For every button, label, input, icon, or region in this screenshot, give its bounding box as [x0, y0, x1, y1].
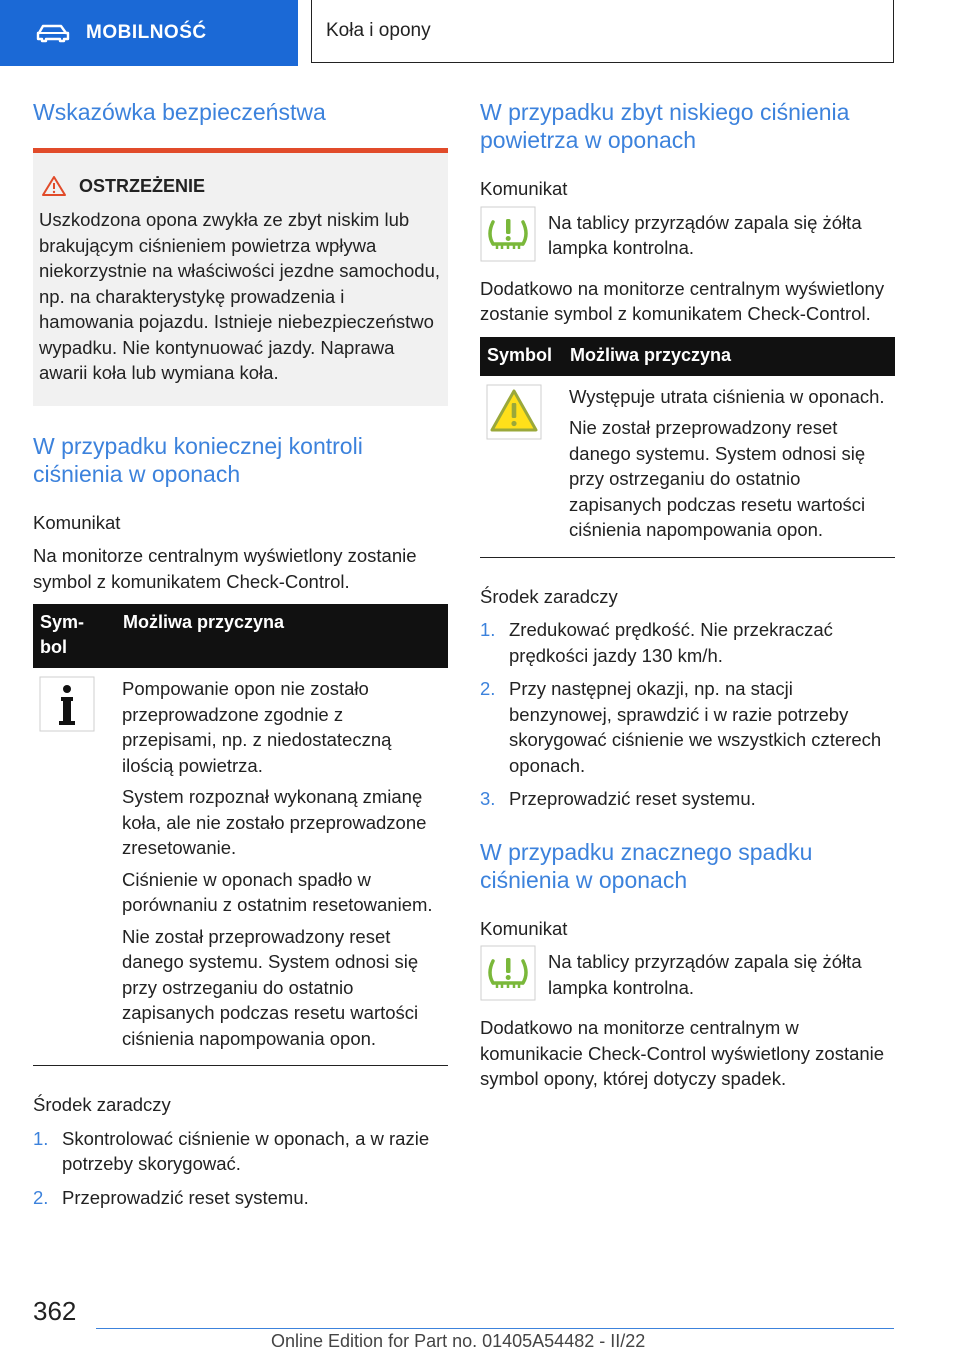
- warning-box: [33, 148, 448, 406]
- step-item: [480, 786, 895, 812]
- car-icon: [36, 23, 70, 43]
- step-number: 1.: [480, 619, 496, 640]
- info-icon: [39, 676, 95, 732]
- col-symbol: Symbol: [480, 337, 563, 376]
- step-item: [33, 1185, 448, 1211]
- message-label: Komunikat: [33, 511, 121, 533]
- step-text: Przeprowadzić reset systemu.: [509, 788, 756, 809]
- step-text: Skontrolować ciśnienie w oponach, a w razie potrzeby skorygować.: [62, 1127, 430, 1174]
- step-number: 1.: [33, 1127, 49, 1149]
- message-text: Na monitorze centralnym wyświetlony zostanie symbol z komunikatem Check-Control.: [33, 545, 417, 592]
- symbol-table: [480, 337, 895, 549]
- section-tab: [0, 0, 298, 66]
- message-label: Komunikat: [480, 178, 568, 199]
- step-text: Zredukować prędkość. Nie przekraczać prędkości jazdy 130 km/h.: [509, 619, 833, 666]
- step-item: [33, 1126, 448, 1177]
- remedy-steps: [480, 617, 895, 812]
- symbol-table: [33, 604, 448, 1057]
- page-header: [0, 0, 960, 66]
- cause-item: Nie został przeprowadzony reset danego systemu. System odnosi się przy ostrzeganiu do ostatnio zapisanych podczas resetu wartości ciśnienia napompowania opon.: [122, 925, 419, 1049]
- step-item: [480, 617, 895, 668]
- cause-item: Nie został przeprowadzony reset danego systemu. System odnosi się przy ostrzeganiu do ostatnio zapisanych podczas resetu wartości ciśnienia napompowania opon.: [569, 417, 866, 540]
- extra-text: Dodatkowo na monitorze centralnym wyświetlony zostanie symbol z komunikatem Check-Control.: [480, 277, 885, 324]
- symbol-cell: [480, 376, 563, 549]
- subsection-label: Koła i opony: [326, 20, 431, 41]
- warning-triangle-icon: [41, 175, 67, 197]
- cause-item: Ciśnienie w oponach spadło w porównaniu z ostatnim resetowaniem.: [122, 868, 433, 915]
- tire-pressure-lamp-icon: [480, 945, 536, 1001]
- cause-cell: [563, 376, 895, 549]
- cause-item: Pompowanie opon nie zostało przeprowadzone zgodnie z przepisami, np. z niedostateczną ilością powietrza.: [122, 678, 392, 776]
- lamp-text: Na tablicy przyrządów zapala się żółta lampka kontrolna.: [548, 951, 862, 998]
- col-cause: Możliwa przyczyna: [116, 604, 448, 668]
- footer-edition: Online Edition for Part no. 01405A54482 - II/22: [271, 1331, 646, 1351]
- cause-item: Występuje utrata ciśnienia w oponach.: [569, 385, 885, 407]
- warning-label: OSTRZEŻENIE: [79, 175, 206, 196]
- warning-header: [39, 175, 442, 197]
- lamp-text: Na tablicy przyrządów zapala się żółta lampka kontrolna.: [548, 211, 862, 258]
- safety-heading: Wskazówka bezpieczeństwa: [33, 99, 326, 125]
- left-column: [33, 98, 448, 1218]
- lamp-row: [480, 210, 895, 262]
- footer-rule: [96, 1328, 894, 1329]
- subsection-tab: [311, 0, 894, 63]
- drop-heading: W przypadku znacznego spadku ciśnienia w oponach: [480, 838, 813, 893]
- divider: [480, 557, 895, 558]
- check-heading: W przypadku koniecznej kontroli ciśnienia w oponach: [33, 432, 363, 487]
- remedy-label: Środek zaradczy: [33, 1094, 171, 1115]
- tire-pressure-lamp-icon: [480, 206, 536, 262]
- remedy-label: Środek zaradczy: [480, 585, 618, 607]
- remedy-steps: [33, 1126, 448, 1211]
- step-number: 3.: [480, 788, 496, 809]
- step-number: 2.: [480, 678, 496, 699]
- step-number: 2.: [33, 1186, 49, 1208]
- step-item: [480, 676, 895, 778]
- warning-text: Uszkodzona opona zwykła ze zbyt niskim lub brakującym ciśnieniem powietrza wpływa niekorzystnie na właściwości jezdne samochodu, np. na charakterystykę prowadzenia i hamowania pojazdu. Istnieje niebezpieczeństwo wypadku. Nie kontynuować jazdy. Naprawa awarii koła lub wymiana koła.: [39, 209, 441, 383]
- page-number: 362: [33, 1296, 77, 1326]
- right-column: [480, 98, 895, 1102]
- divider: [33, 1065, 448, 1066]
- step-text: Przy następnej okazji, np. na stacji benzynowej, sprawdzić i w razie potrzeby skorygować ciśnienie we wszystkich czterech oponach.: [509, 678, 882, 776]
- cause-cell: [116, 668, 448, 1057]
- section-label: MOBILNOŚĆ: [86, 22, 207, 43]
- col-symbol: Sym- bol: [33, 604, 116, 668]
- warning-triangle-icon: [486, 384, 542, 440]
- cause-item: System rozpoznał wykonaną zmianę koła, ale nie zostało przeprowadzone zresetowanie.: [122, 786, 427, 858]
- symbol-cell: [33, 668, 116, 1057]
- low-pressure-heading: W przypadku zbyt niskiego ciśnienia powietrza w oponach: [480, 99, 850, 153]
- extra-text: Dodatkowo na monitorze centralnym w komunikacie Check-Control wyświetlony zostanie symbol opony, której dotyczy spadek.: [480, 1017, 885, 1089]
- lamp-row: [480, 949, 895, 1001]
- message-label: Komunikat: [480, 917, 568, 939]
- col-cause: Możliwa przyczyna: [563, 337, 895, 376]
- step-text: Przeprowadzić reset systemu.: [62, 1186, 309, 1208]
